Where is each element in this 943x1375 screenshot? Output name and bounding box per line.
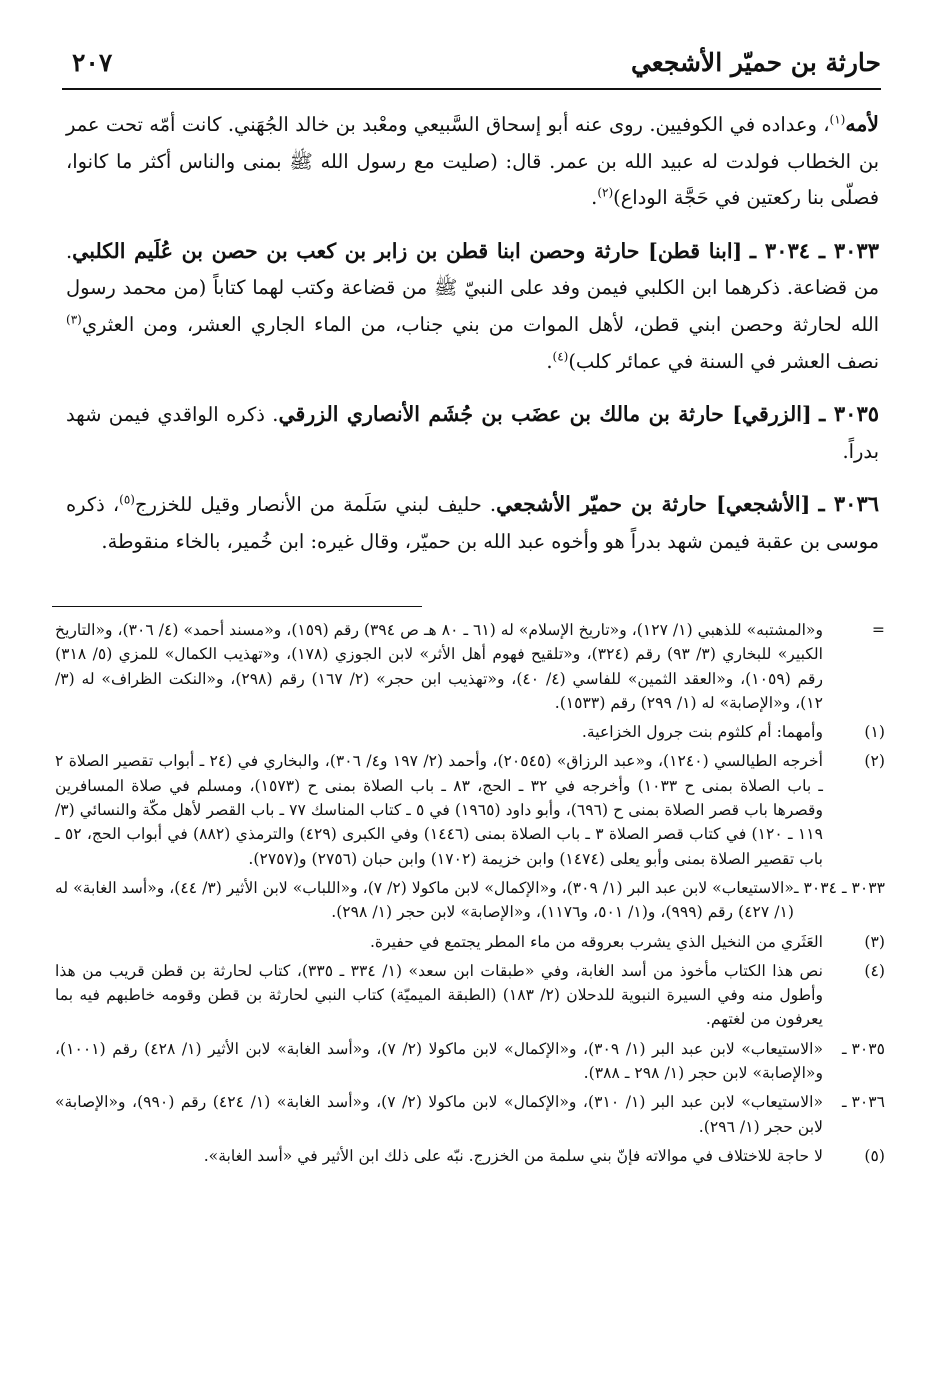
entry-name: [ابنا قطن] حارثة وحصن ابنا قطن بن زابر بن كعب بن حصن بن عُلَيم الكلبي — [72, 238, 743, 263]
footnote-key: (٢) — [864, 752, 885, 771]
footnote-ref-2: (٢) — [597, 185, 614, 200]
footnote-ref-5: (٥) — [119, 492, 135, 507]
entry-name: [الزرقي] حارثة بن مالك بن عضَب بن جُشَم الأنصاري الزرقي — [278, 402, 812, 427]
footnote-key: (٣) — [864, 932, 885, 951]
footnote-4 — [55, 959, 885, 1032]
footnote-key: ٣٠٣٣ ـ ٣٠٣٤ ـ — [793, 878, 885, 897]
footnote-text: «الاستيعاب» لابن عبد البر (١/ ٣٠٩)، و«الإكمال» لابن ماكولا (٢/ ٧)، و«اللباب» لابن الأثير (٣/ ٤٤)، و«أسد الغابة» له (١/ ٤٢٧) رقم (٩٩٩)، و(١/ ٥٠١، و١١٧٦)، و«الإصابة» لابن حجر (١/ ٢٩٨). — [55, 878, 794, 922]
entry-text: . ذكره الواقدي فيمن شهد بدراً. — [66, 403, 879, 463]
footnote-1 — [55, 720, 885, 744]
entry-end: . — [546, 349, 553, 373]
footnote-continued — [55, 618, 885, 715]
footnote-ref-3: (٣) — [66, 312, 82, 327]
footnote-3 — [55, 930, 885, 954]
footnote-text: وأمهما: أم كلثوم بنت جرول الخزاعية. — [581, 723, 823, 742]
entry-3035 — [66, 396, 879, 470]
footnote-text: العَثَري من النخيل الذي يشرب بعروقه من ماء المطر يجتمع في حفيرة. — [369, 932, 823, 951]
footnote-key: = — [871, 621, 885, 639]
footnotes — [55, 618, 885, 1173]
entry-text: . حليف لبني سَلَمة من الأنصار وقيل للخزرج — [134, 493, 497, 517]
page-header — [62, 42, 881, 92]
footnote-5 — [55, 1144, 885, 1168]
footnote-key: (١) — [864, 723, 885, 742]
footnote-text: نص هذا الكتاب مأخوذ من أسد الغابة، وفي «طبقات ابن سعد» (١/ ٣٣٤ ـ ٣٣٥)، كتاب لحارثة بن قطن قريب من هذا وأطول منه وفي السيرة النبوية للدحلان (٢/ ١٨٣) (الطبقة الميميّة) كتاب النبي لحارثة بن قطن وقومه خاطبهم فيه بما يعرفون من لغتهم. — [55, 961, 823, 1029]
entry-text: . من قضاعة. ذكرهما ابن الكلبي فيمن وفد على النبيّ ﷺ من قضاعة وكتب لهما كتاباً (من محمد رسول الله لحارثة وحصن ابني قطن، لأهل الموات من بني جناب، من الماء الجاري العشر، ومن العثري — [66, 239, 879, 336]
footnote-ref-1: (١) — [829, 112, 846, 127]
entry-3033 — [66, 233, 879, 380]
footnote-2 — [55, 749, 885, 870]
entry-text: ، ذكره موسى بن عقبة فيمن شهد بدراً هو وأخوه عبد الله بن حميّر، وقال غيره: ابن خُمير، بالخاء منقوطة. — [66, 493, 879, 553]
running-title: حارثة بن حميّر الأشجعي — [630, 48, 881, 77]
entry-end: . — [591, 186, 598, 210]
entry-number: ٣٠٣٥ ـ — [819, 401, 880, 427]
footnote-text: «الاستيعاب» لابن عبد البر (١/ ٣١٠)، و«الإكمال» لابن ماكولا (٢/ ٧)، و«أسد الغابة» (١/ ٤٢٤) رقم (٩٩٠)، و«الإصابة» لابن حجر (١/ ٢٩٦). — [55, 1093, 823, 1136]
footnote-text: و«المشتبه» للذهبي (١/ ١٢٧)، و«تاريخ الإسلام» له (٦١ ـ ٨٠ هـ ص ٣٩٤) رقم (١٥٩)، و«مسند أحمد» (٤/ ٣٠٦)، و«التاريخ الكبير» للبخاري (٣/ ٩٣) رقم (٣٢٤)، و«تلقيح فهوم أهل الأثر» لابن الجوزي (١٧٨)، و«تهذيب الكمال» للمزي (٥/ ٣١٨) رقم (١٠٥٩)، و«العقد الثمين» للفاسي (٤/ ٤٠)، و«تهذيب ابن حجر» (٢/ ١٦٧) رقم (٢٩٨)، و«النكت الظراف» له (٣/ ١٢)، و«الإصابة» له (١/ ٢٩٩) رقم (١٥٣٣). — [55, 621, 823, 712]
entry-name: [الأشجعي] حارثة بن حميّر الأشجعي — [496, 492, 811, 517]
entry-continuation — [66, 106, 879, 217]
footnote-text: لا حاجة للاختلاف في موالاته فإنّ بني سلمة من الخزرج. نبّه على ذلك ابن الأثير في «أسد الغابة». — [203, 1146, 823, 1165]
main-text — [66, 106, 879, 577]
entry-3036 — [66, 486, 879, 560]
footnote-3033 — [55, 876, 885, 925]
footnote-key: ٣٠٣٦ ـ — [841, 1093, 885, 1112]
entry-number: ٣٠٣٦ ـ — [818, 491, 880, 517]
header-rule — [62, 88, 881, 90]
entry-number: ٣٠٣٣ ـ ٣٠٣٤ ـ — [749, 237, 879, 263]
footnote-text: «الاستيعاب» لابن عبد البر (١/ ٣٠٩)، و«الإكمال» لابن ماكولا (٢/ ٧)، و«أسد الغابة» لابن الأثير (١/ ٤٢٨) رقم (١٠٠١)، و«الإصابة» لابن حجر (١/ ٢٩٨ ـ ٣٨٨). — [55, 1039, 824, 1083]
footnote-text: أخرجه الطيالسي (١٢٤٠)، و«عبد الرزاق» (٢٠٥٤٥)، وأحمد (٢/ ١٩٧ و٤/ ٣٠٦)، والبخاري في (٢٤ ـ أبواب تقصير الصلاة ٢ ـ باب الصلاة بمنى ح ١٠٣٣) وأخرجه في ٣٢ ـ الحج، ٨٣ ـ باب الصلاة بمنى ح (١٥٧٣)، ومسلم في صلاة المسافرين وقصرها باب قصر الصلاة بمنى ح (٦٩٦)، وأبو داود (١٩٦٥) في ٥ ـ كتاب المناسك ٧٧ ـ باب القصر لأهل مكّة والنسائي (٣/ ١١٩ ـ ١٢٠) في كتاب قصر الصلاة ٣ ـ باب الصلاة بمنى (١٤٤٦) وفي الكبرى (٤٢٩) والترمذي (٨٨٢) في أبواب الحج، ٥٢ ـ باب تقصير الصلاة بمنى وأبو يعلى (١٤٧٤) وابن خزيمة (١٧٠٢) وابن حبان (٢٧٥٦) و(٢٧٥٧). — [55, 752, 824, 868]
footnote-3036 — [55, 1090, 885, 1139]
entry-lead: لأمه — [845, 112, 879, 136]
footnote-3035 — [55, 1037, 885, 1086]
footnote-rule — [52, 606, 422, 607]
entry-text: ، وعداده في الكوفيين. روى عنه أبو إسحاق السَّبيعي ومعْبد بن خالد الجُهَني. كانت أمّه تحت عمر بن الخطاب فولدت له عبيد الله بن عمر. قال: (صليت مع رسول الله ﷺ بمنى والناس أكثر ما كانوا، فصلّى بنا ركعتين في حَجَّة الوداع) — [66, 113, 879, 210]
footnote-ref-4: (٤) — [552, 349, 569, 364]
footnote-key: (٥) — [864, 1146, 885, 1165]
page-number: ٢٠٧ — [72, 48, 113, 77]
footnote-key: (٤) — [864, 961, 885, 980]
entry-text: نصف العشر في السنة في عمائر كلب) — [568, 349, 879, 373]
footnote-key: ٣٠٣٥ ـ — [841, 1039, 885, 1058]
